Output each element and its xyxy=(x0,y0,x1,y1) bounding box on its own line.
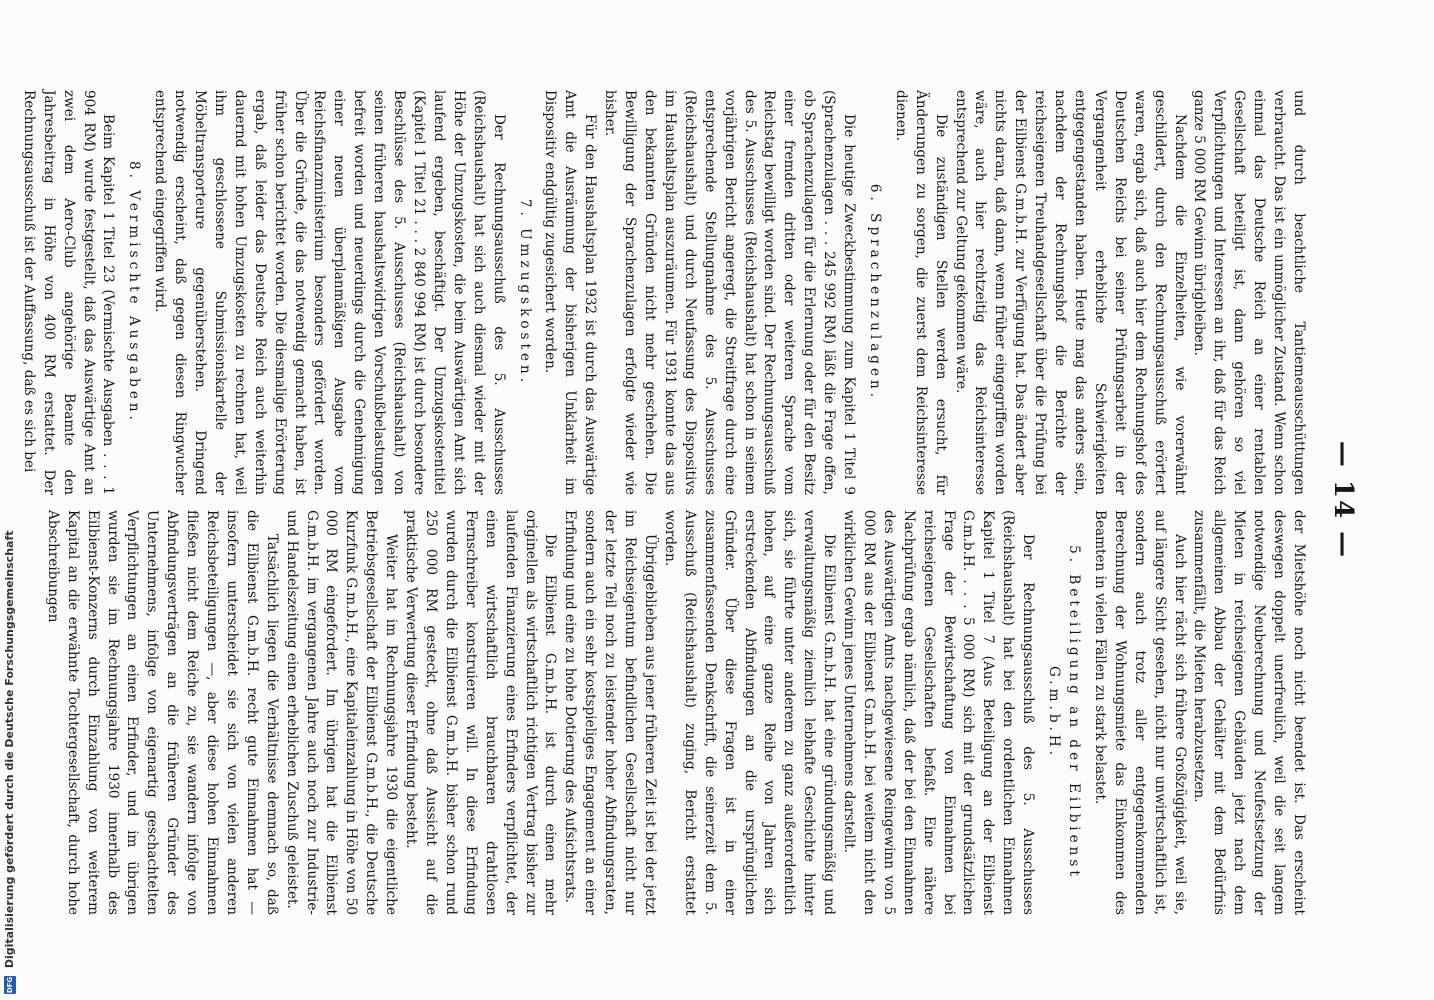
paragraph: Die Eilbienst G.m.b.H. hat eine gründungsmäßig und verwaltungsmäßig ziemlich lebhafte Geschichte hinter sich, sie führte unter anderem zu ganz außerordentlich hohen, auf eine ganze Reihe von Jahren sich erstreckenden Abfindungen an die ursprünglichen Gründer. Über diese Fragen ist in einer zusammenfassenden Denkschrift, die seinerzeit dem 5. Ausschuß (Reichshaushalt) zuging, Bericht erstattet worden. xyxy=(661,510,838,915)
paragraph: Der Rechnungsausschuß des 5. Ausschusses (Reichshaushalt) hat bei den ordentlichen Einnahmen Kapitel 1 Titel 7 (Aus Beteiligung an der Eilbienst G.m.b.H. . . . 5 000 RM) sich mit der grundsätzlichen Frage der Bewirtschaftung von Einnahmen bei reichseigenen Gesellschaften befaßt. Eine nähere Nachprüfung ergab nämlich, daß der bei den Einnahmen des Auswärtigen Amts nachgewiesene Reingewinn von 5 000 RM aus der Eilbienst G.m.b.H. bei weitem nicht den wirklichen Gewinn jenes Unternehmens darstellt. xyxy=(841,510,1037,915)
paragraph: Für den Haushaltsplan 1932 ist durch das Auswärtige Amt die Ausräumung der bisherigen Unklarheit im Dispositiv endgültig zugesichert worden. xyxy=(542,90,599,495)
paragraph: Auch hier rächt sich frühere Großzügigkeit, weil sie, auf längere Sicht gesehen, nicht nur unwirtschaftlich ist, sondern auch trotz aller entgegenkommenden Berechnung der Wohnungsmiete das Einkommen des Beamten in vielen Fällen zu stark belastet. xyxy=(1091,510,1188,915)
paragraph: Die heutige Zweckbestimmung zum Kapitel 1 Titel 9 (Sprachenzulagen . . . 245 992 RM) läßt die Frage offen, ob Sprachenzulagen für die Erlernung oder für den Besitz einer fremden dritten oder weiteren Sprache vom Reichstag bewilligt worden sind. Der Rechnungsausschuß des 5. Ausschusses (Reichshaushalt) hat schon in seinem vorjährigen Bericht angeregt, die Streitfrage durch eine entsprechende Stellungnahme des 5. Ausschusses (Reichshaushalt) und durch Neufassung des Dispositivs im Haushaltsplan auszuräumen. Für 1931 konnte das aus den bekannten Gründen nicht mehr geschehen. Die Bewilligung der Sprachenzulagen erfolgte wieder wie bisher. xyxy=(602,90,858,495)
section-heading-8: 8. Vermischte Ausgaben. xyxy=(126,161,143,424)
paragraph: Übriggeblieben aus jener früheren Zeit ist bei der jetzt im Reichseigentum befindlichen Gesellschaft nicht nur der letzte Teil noch zu leistender hoher Abfindungsraten, sondern auch ein sehr kostspieliges Engagement an einer Erfindung und eine zu hohe Dotierung des Aufsichtsrats. xyxy=(562,510,658,915)
footer-text: Digitalisierung gefördert durch die Deutsche Forschungsgemeinschaft xyxy=(3,530,16,969)
paragraph: Tatsächlich liegen die Verhältnisse demnach so, daß die Eilbienst G.m.b.H. recht gute Einnahmen hat — insofern unterscheidet sie sich von vielen anderen Reichsbeteiligungen —, aber diese hohen Einnahmen fließen nicht dem Reiche zu, sie wandern infolge von Abfindungsverträgen an die früheren Gründer des Unternehmens, infolge von eigenartig geschachtelten Verpflichtungen an einen Erfinder, und im übrigen wurden sie im Rechnungsjahre 1930 innerhalb des Eilbienst-Konzerns durch Einzahlung von weiterem Kapital an die erwähnte Tochtergesellschaft, durch hohe Abschreibungen xyxy=(44,510,280,915)
paragraph: Beim Kapitel 1 Titel 23 (Vermischte Ausgaben . . . 1 904 RM) wurde festgestellt, daß das Auswärtige Amt an zwei dem Aero-Club angehörige Beamte den Jahresbeitrag in Höhe von 400 RM erstattet. Der Rechnungsausschuß ist der Auffassung, daß es sich bei xyxy=(20,90,117,495)
section-heading-7: 7. Umzugskosten. xyxy=(516,198,533,387)
footer-strip xyxy=(0,0,20,1000)
dfg-logo-icon: DFG xyxy=(6,976,14,994)
page-number: — 14 — xyxy=(1328,440,1358,560)
paragraph: der Mietshöhe noch nicht beendet ist. Das erscheint deswegen doppelt unerfreulich, weil die seit langem notwendige Neuberechnung und Neufestsetzung der Mieten in reichseigenen Gebäuden jetzt nach dem allgemeinen Abbau der Gehälter mit dem Bedürfnis zusammenfällt, die Mieten herabzusetzen. xyxy=(1191,510,1307,915)
paragraph: und durch beachtliche Tantiemeausschüttungen verbraucht. Das ist ein unmöglicher Zustand. Wenn schon einmal das Deutsche Reich an einer rentablen Gesellschaft beteiligt ist, dann gehören so viel Verpflichtungen und Interessen an ihr, daß für das Reich ganze 5 000 RM Gewinn übrigbleiben. xyxy=(1191,90,1307,495)
dfg-footer xyxy=(0,0,20,1000)
paragraph: Nachdem die Einzelheiten, wie vorerwähnt geschildert, durch den Rechnungsausschuß erörtert waren, ergab sich, daß auch hier dem Rechnungshof des Deutschen Reichs bei seiner Prüfungsarbeit in der Vergangenheit erhebliche Schwierigkeiten entgegengestanden haben. Heute mag das anders sein, nachdem der Rechnungshof die Berichte der reichseigenen Treuhandgesellschaft über die Prüfung bei der Eilbienst G.m.b.H. zur Verfügung hat. Das ändert aber nichts daran, daß dann, wenn früher eingegriffen worden wäre, auch hier rechtzeitig das Reichsinteresse entsprechend zur Geltung gekommen wäre. xyxy=(952,90,1188,495)
paragraph: Die zuständigen Stellen werden ersucht, für Änderungen zu sorgen, die zuerst dem Reichsinteresse dienen. xyxy=(892,90,949,495)
text-column-left xyxy=(18,90,1308,495)
paragraph: Weiter hat im Rechnungsjahre 1930 die eigentliche Betriebsgesellschaft der Eilbienst G.m.b.H., die Deutsche Kurzfunk G.m.b.H., eine Kapitaleinzahlung in Höhe von 50 000 RM eingefordert. Im übrigen hat die Eilbienst G.m.b.H. im vergangenen Jahre auch noch zur Industrie- und Handelszeitung einen erheblichen Zuschuß geleistet. xyxy=(283,510,400,915)
paragraph: Die Eilbienst G.m.b.H. ist durch einen mehr originellen als wirtschaftlich richtigen Vertrag bisher zur laufenden Finanzierung eines Erfinders verpflichtet, der einen wirtschaftlich brauchbaren drahtlosen Fernschreiber konstruieren will. In diese Erfindung wurden durch die Eilbienst G.m.b.H. bisher schon rund 250 000 RM gesteckt, ohne daß Aussicht auf die praktische Verwertung dieser Erfindung besteht. xyxy=(403,510,559,915)
section-heading-6: 6. Sprachenzulagen. xyxy=(866,183,883,402)
paragraph: Der Rechnungsausschuß des 5. Ausschusses (Reichshaushalt) hat sich auch diesmal wieder mit der Höhe der Umzugskosten, die beim Auswärtigen Amt sich laufend ergeben, beschäftigt. Der Umzugskostentitel (Kapitel 1 Titel 21 . . . 2 840 994 RM) ist durch besondere Beschlüsse des 5. Ausschusses (Reichshaushalt) von seinen früheren haushaltswidrigen Vorschußbelastungen befreit worden und neuerdings durch die Genehmigung einer neuen überplanmäßigen Ausgabe vom Reichsfinanzministerium besonders gefördert worden. Über die Gründe, die das notwendig gemacht haben, ist früher schon berichtet worden. Die diesmalige Erörterung ergab, daß leider das Deutsche Reich auch weiterhin dauernd mit hohen Umzugskosten zu rechnen hat, weil ihm geschlossene Submissionskartelle der Möbeltransporteure gegenüberstehen. Dringend notwendig erscheint, daß gegen diesen Ringwucher entsprechend eingegriffen wird. xyxy=(152,90,507,495)
text-column-right xyxy=(42,510,1308,915)
section-heading-5: 5. Beteiligung an der Eilbienst G.m.b.H. xyxy=(1046,545,1083,880)
